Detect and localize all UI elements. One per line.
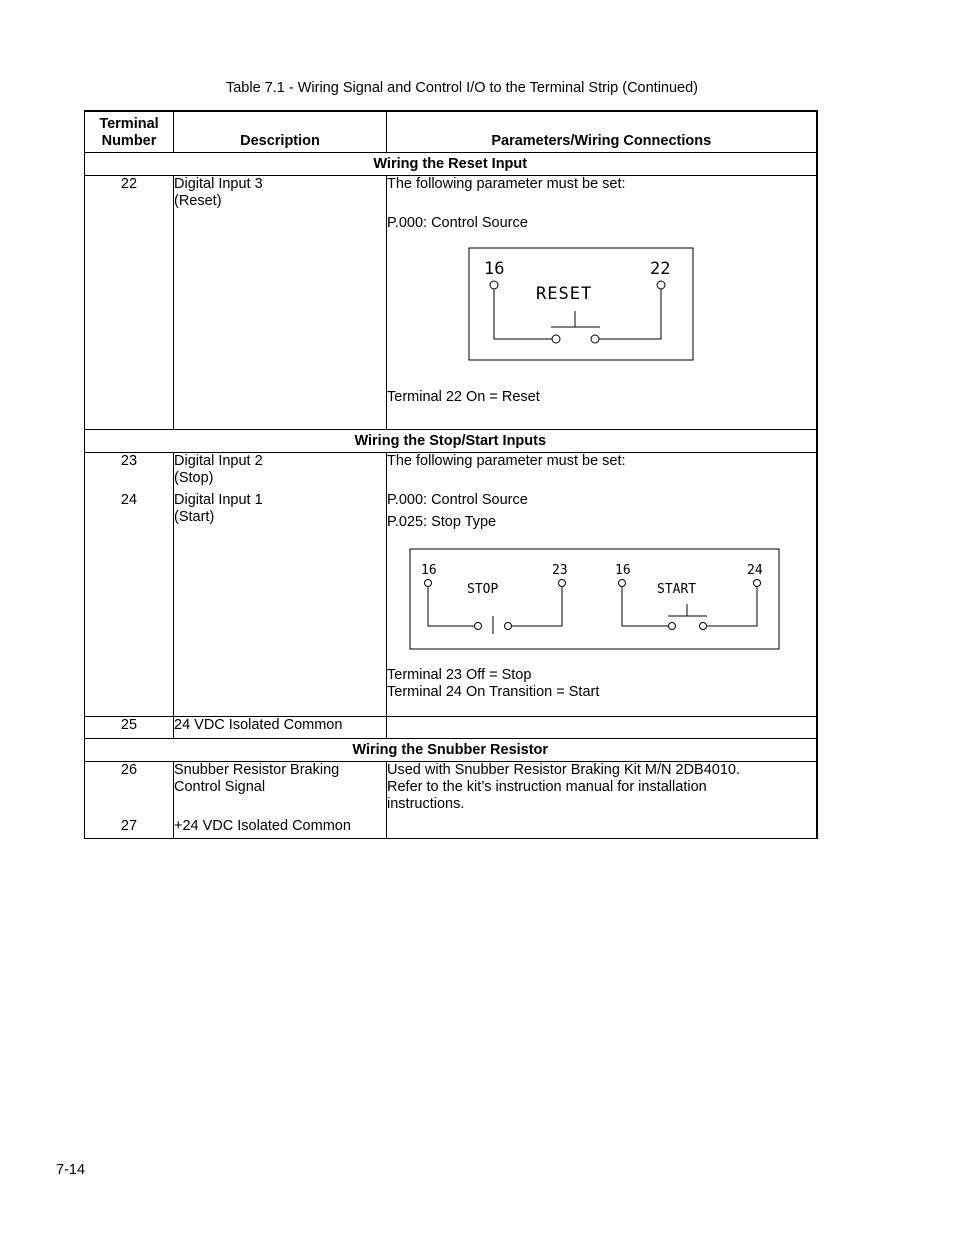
reset-diagram-label: RESET: [536, 284, 593, 304]
wiring-table: [84, 110, 818, 839]
start-switch-contact-left: [669, 623, 676, 630]
terminal-number-27: 27: [120, 818, 138, 834]
description-snubber: [174, 762, 387, 839]
description-reset-line1: Digital Input 3: [174, 176, 263, 192]
description-stop-line1: Digital Input 2: [174, 453, 263, 469]
section-row-stopstart: [85, 430, 817, 453]
table-row-terminal-22: [85, 176, 817, 430]
start-wire-right: [707, 587, 757, 626]
stop-wire-right: [512, 587, 562, 626]
param-stop-type: P.025: Stop Type: [387, 514, 497, 530]
stop-switch-contact-left: [475, 623, 482, 630]
section-row-reset: [85, 153, 817, 176]
reset-terminal-16-node: [490, 281, 498, 289]
terminal-number-25: 25: [85, 717, 174, 739]
table-row-terminals-26-27: [85, 762, 817, 839]
param-control-source-stopstart: P.000: Control Source: [387, 492, 528, 508]
start-diagram-right-terminal: 24: [747, 563, 763, 578]
description-reset-line2: (Reset): [174, 193, 222, 209]
description-common-25: 24 VDC Isolated Common: [174, 717, 387, 739]
stop-start-wiring-diagram: [409, 548, 783, 652]
section-title-reset: Wiring the Reset Input: [85, 153, 817, 176]
stop-diagram-left-terminal: 16: [421, 563, 437, 578]
terminal-number-23: 23: [120, 453, 138, 469]
param-intro-stopstart: The following parameter must be set:: [387, 453, 626, 469]
stop-diagram-right-terminal: 23: [552, 563, 568, 578]
param-control-source-reset: P.000: Control Source: [387, 215, 528, 231]
terminal-numbers-23-24: [85, 453, 174, 717]
reset-diagram-left-terminal: 16: [484, 259, 505, 279]
reset-switch-contact-left: [552, 335, 560, 343]
terminal-number-22: 22: [85, 176, 174, 430]
note-start: Terminal 24 On Transition = Start: [387, 684, 600, 700]
note-reset: Terminal 22 On = Reset: [387, 389, 540, 405]
params-snubber-line2: Refer to the kit’s instruction manual for installation: [387, 779, 707, 795]
description-snubber-line2: Control Signal: [174, 779, 266, 795]
stop-switch-contact-right: [505, 623, 512, 630]
header-parameters: Parameters/Wiring Connections: [387, 111, 817, 153]
table-row-terminals-23-24: [85, 453, 817, 717]
params-snubber-line1: Used with Snubber Resistor Braking Kit M/N 2DB4010.: [387, 762, 740, 778]
description-stopstart: [174, 453, 387, 717]
params-stopstart: [387, 453, 817, 717]
header-description: Description: [174, 111, 387, 153]
description-snubber-line1: Snubber Resistor Braking: [174, 762, 340, 778]
header-terminal-line2: Number: [101, 133, 157, 149]
terminal-number-26: 26: [120, 762, 138, 778]
params-reset: [387, 176, 817, 430]
stop-diagram-label: STOP: [467, 582, 499, 597]
stop-terminal-16-node: [425, 580, 432, 587]
header-terminal-line1: Terminal: [99, 116, 159, 132]
start-diagram-label: START: [657, 582, 697, 597]
table-header-row: [85, 111, 817, 153]
reset-wire-right: [599, 289, 661, 339]
terminal-numbers-26-27: [85, 762, 174, 839]
start-diagram-left-terminal: 16: [615, 563, 631, 578]
section-row-snubber: [85, 739, 817, 762]
description-stop-line2: (Stop): [174, 470, 214, 486]
params-snubber-line3: instructions.: [387, 796, 465, 812]
reset-terminal-22-node: [657, 281, 665, 289]
page-number: 7-14: [56, 1162, 86, 1178]
reset-switch-contact-right: [591, 335, 599, 343]
start-terminal-24-node: [754, 580, 761, 587]
reset-wiring-diagram: [468, 247, 698, 365]
start-terminal-16-node: [619, 580, 626, 587]
table-row-terminal-25: [85, 717, 817, 739]
section-title-stopstart: Wiring the Stop/Start Inputs: [85, 430, 817, 453]
description-start-line1: Digital Input 1: [174, 492, 263, 508]
params-snubber: [387, 762, 817, 839]
description-start-line2: (Start): [174, 509, 215, 525]
params-common-25: [387, 717, 817, 739]
terminal-number-24: 24: [120, 492, 138, 508]
description-reset: [174, 176, 387, 430]
reset-diagram-right-terminal: 22: [650, 259, 671, 279]
description-common-27: +24 VDC Isolated Common: [174, 818, 351, 834]
header-terminal-number: [85, 111, 174, 153]
start-switch-contact-right: [700, 623, 707, 630]
stop-terminal-23-node: [559, 580, 566, 587]
section-title-snubber: Wiring the Snubber Resistor: [85, 739, 817, 762]
table-caption: Table 7.1 - Wiring Signal and Control I/O to the Terminal Strip (Continued): [225, 80, 698, 96]
param-intro-reset: The following parameter must be set:: [387, 176, 626, 192]
note-stop: Terminal 23 Off = Stop: [387, 667, 532, 683]
